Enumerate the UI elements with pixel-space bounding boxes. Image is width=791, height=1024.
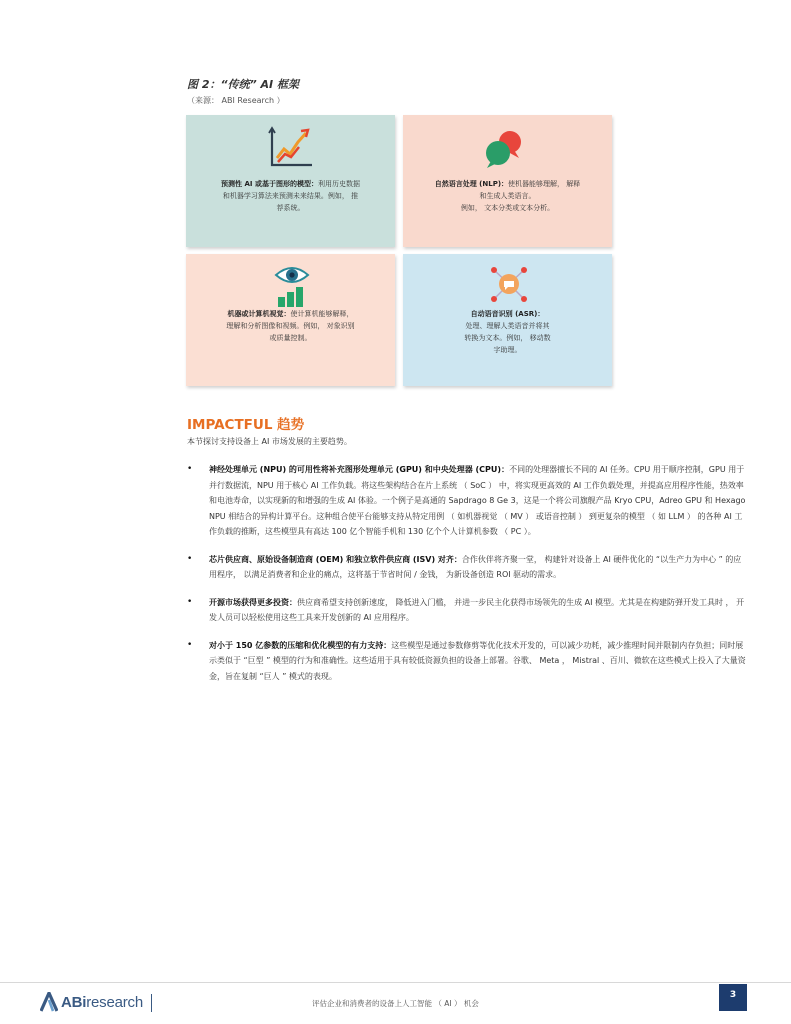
panel-text-line: 使机器能够理解， 解释: [508, 180, 581, 188]
footer-title: 评估企业和消费者的设备上人工智能 （ AI ） 机会: [312, 999, 479, 1008]
logo-text-light: research: [86, 993, 143, 1011]
panel-heading: 自动语音识别 (ASR)：: [470, 310, 545, 318]
panel-text-line: 理解和分析图像和视频。例如， 对象识别: [226, 322, 355, 330]
line-chart-icon: [266, 125, 316, 171]
bullet-heading: 芯片供应商、原始设备制造商 (OEM) 和独立软件供应商 (ISV) 对齐：: [209, 554, 462, 564]
bullet-item: [187, 638, 747, 685]
eye-chart-icon: [272, 263, 312, 309]
abi-logo-mark-icon: [40, 992, 58, 1012]
bullet-text: 供应商希望支持创新速度， 降低进入门槛， 并进一步民主化获得市场领先的生成 AI 模型。尤其是在构建防弹开发工具时 ， 开发人员可以轻松使用这些工具来开发创新的 AI 应用程序。: [209, 597, 745, 622]
bullet-dot: •: [187, 464, 193, 474]
panel-computer-vision: [186, 254, 395, 386]
panel-text-line: 处理、理解人类语音并将其: [465, 322, 550, 330]
panel-text-line: 字助理。: [493, 346, 522, 354]
panel-heading: 自然语言处理 (NLP)：: [434, 180, 509, 188]
bullet-heading: 对小于 150 亿参数的压缩和优化模型的有力支持：: [209, 640, 392, 650]
bullet-item: [187, 552, 747, 583]
bullet-text: 这些模型是通过参数修剪等优化技术开发的，可以减少功耗，减少推理时间并限制内存负担；同时展示类似于 “巨型 ” 模型的行为和准确性。这些适用于具有较低资源负担的设备上部署。谷歌、 Meta ， Mistral 、百川、微软在这些模式上投入了大量资金，旨在复制 “巨人 ” 模式的表现。: [209, 640, 746, 681]
bullet-dot: •: [187, 553, 193, 564]
panel-text-line: 或质量控制。: [269, 334, 312, 342]
panel-heading: 预测性 AI 或基于图形的模型：: [221, 180, 318, 188]
section-intro: 本节探讨支持设备上 AI 市场发展的主要趋势。: [187, 437, 352, 446]
panel-heading: 机器或计算机视觉：: [227, 310, 291, 318]
bullet-item: [187, 462, 747, 540]
logo-separator: [151, 994, 152, 1012]
panel-text-line: 荐系统。: [276, 204, 305, 212]
bullet-list: [187, 462, 747, 696]
bullet-dot: •: [187, 639, 193, 650]
bullet-text: 合作伙伴将齐聚一堂， 构建针对设备上 AI 硬件优化的 “以生产力为中心 ” 的应用程序， 以满足消费者和企业的痛点，这将基于节省时间 / 金钱， 为新设备创造 ROI 驱动的需求。: [209, 554, 742, 579]
figure-source: （来源： ABI Research ）: [187, 96, 285, 105]
panel-asr: [403, 254, 612, 386]
speech-bubbles-icon: [483, 129, 527, 169]
panel-text-line: 和生成人类语言。: [479, 192, 536, 200]
panel-text-line: 使计算机能够解释，: [290, 310, 354, 318]
abi-research-logo: [40, 991, 143, 1013]
bullet-heading: 神经处理单元 (NPU) 的可用性将补充图形处理单元 (GPU) 和中央处理器 (CPU)：: [209, 465, 510, 474]
bullet-heading: 开源市场获得更多投资：: [209, 597, 297, 607]
voice-network-icon: [489, 264, 529, 306]
bullet-text: 不同的处理器擅长不同的 AI 任务。CPU 用于顺序控制，GPU 用于并行数据流，NPU 用于核心 AI 工作负载。将这些架构结合在片上系统 （ SoC ） 中，将实现更高效的 AI 工作负载处理，并提高应用程序性能，热效率和电池寿命，以实现新的和增强的生成 AI 体验。一个例子是高通的 Sapdrago 8 Ge 3，这是一个将公司旗舰产品 Kryo CPU，Adreo GPU 和 Hexago NPU 相结合的异构计算平台。这种组合使平台能够支持从特定用例 （ 如机器视觉 （ MV ） 或语音控制 ） 到更复杂的模型 （ 如 LLM ） 的各种 AI 工作负载的推断，这些模型具有高达 100 亿个智能手机和 130 亿个个人计算机参数 （ PC ）。: [209, 465, 746, 536]
logo-text-bold: ABi: [61, 993, 87, 1011]
bullet-dot: •: [187, 596, 193, 607]
panel-text-line: 利用历史数据: [317, 180, 360, 188]
panel-nlp: [403, 115, 612, 247]
footer-divider: [0, 982, 791, 983]
bullet-item: [187, 595, 747, 626]
page-number: 3: [719, 984, 747, 1011]
panel-text-line: 和机器学习算法来预测未来结果。例如， 推: [222, 192, 359, 200]
panel-text-line: 例如， 文本分类或文本分析。: [460, 204, 555, 212]
panel-predictive-ai: [186, 115, 395, 247]
figure-title: 图 2：“传统” AI 框架: [187, 78, 299, 91]
section-title: IMPACTFUL 趋势: [187, 417, 305, 433]
panel-text-line: 转换为文本。例如， 移动数: [464, 334, 551, 342]
